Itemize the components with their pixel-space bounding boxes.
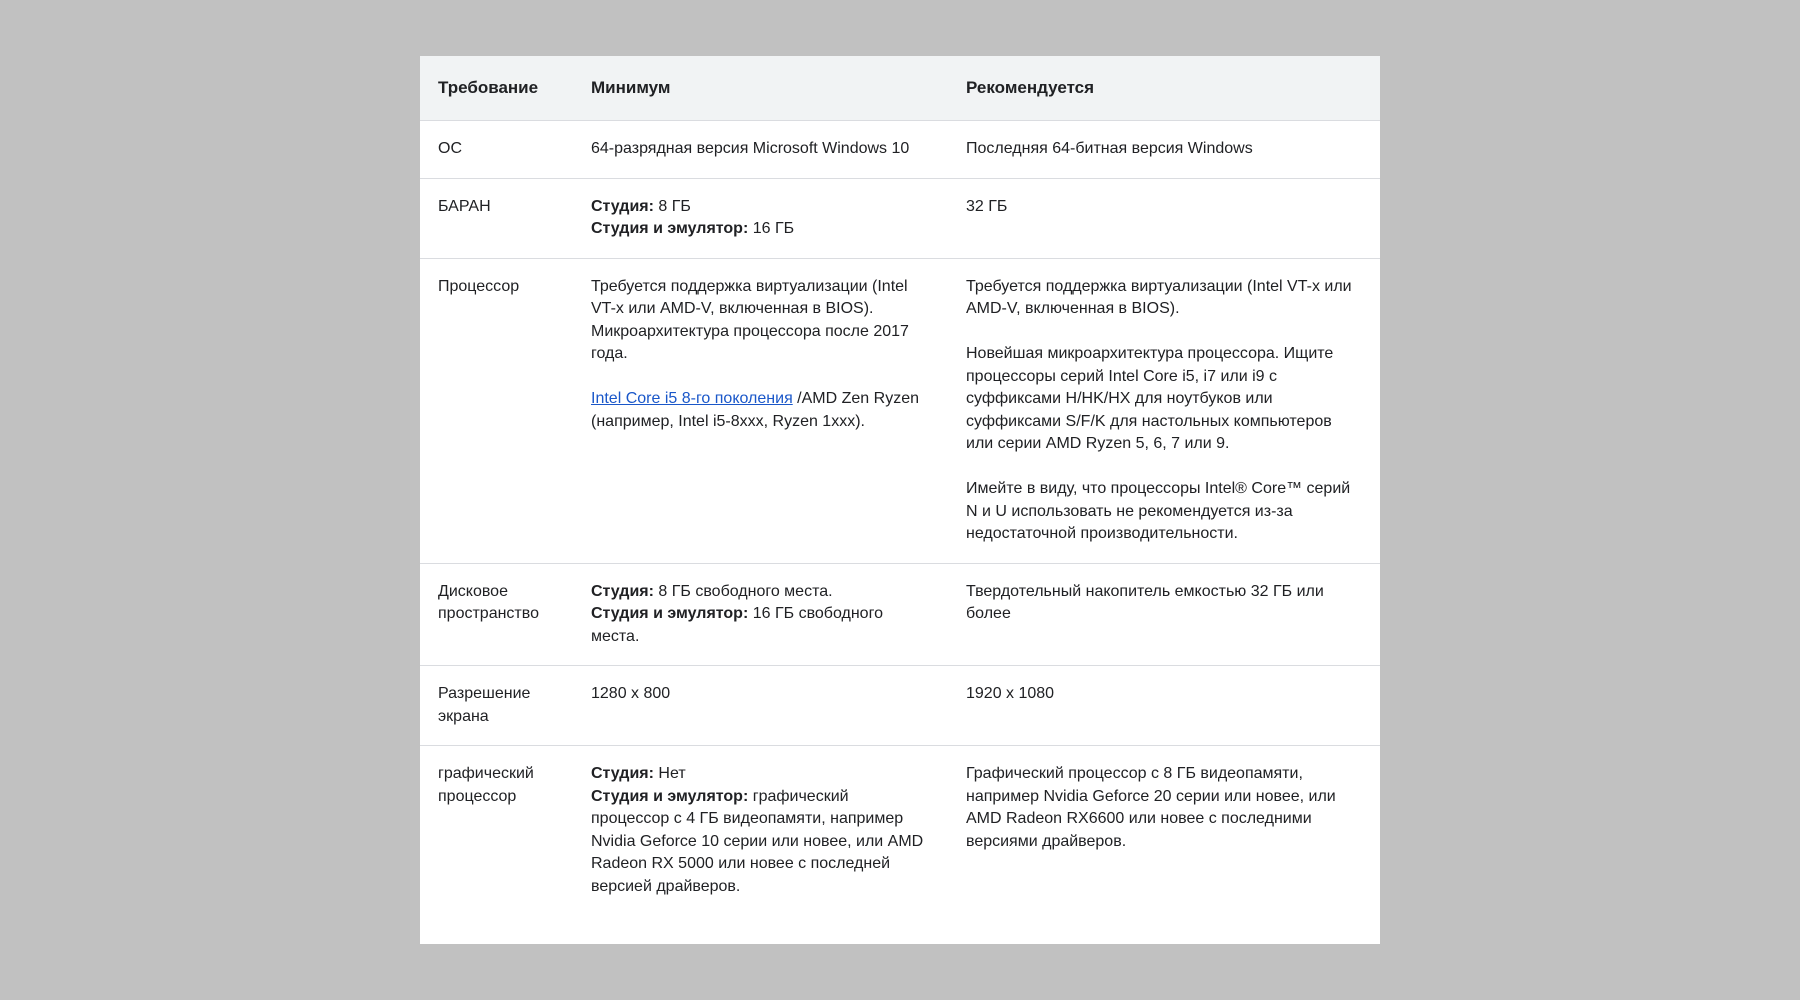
disk-rec: Твердотельный накопитель емкостью 32 ГБ или более <box>948 563 1380 666</box>
table-row-ram <box>420 178 1380 258</box>
gpu-min-emu-label: Студия и эмулятор: <box>591 787 749 805</box>
disk-min <box>573 563 948 666</box>
gpu-label: графический процессор <box>438 765 534 805</box>
cpu-rec-paragraph-1: Требуется поддержка виртуализации (Intel VT-x или AMD-V, включенная в BIOS). <box>966 277 1352 317</box>
gpu-min-emu-value: графический процессор с 4 ГБ видеопамяти, например Nvidia Geforce 10 серии или новее, или AMD Radeon RX 5000 или новее с последней версией драйверов. <box>591 787 924 895</box>
cpu-min-paragraph-1: Требуется поддержка виртуализации (Intel VT-x или AMD-V, включенная в BIOS). Микроархитектура процессора после 2017 года. <box>591 277 909 362</box>
os-min: 64-разрядная версия Microsoft Windows 10 <box>573 121 948 179</box>
disk-label: Дисковое пространство <box>420 563 573 666</box>
screen-rec: 1920 x 1080 <box>948 666 1380 746</box>
cpu-min-paragraph-2-rest: /AMD Zen Ryzen (например, Intel i5-8xxx, Ryzen 1xxx). <box>591 390 919 430</box>
ram-min-emu-value: 16 ГБ <box>748 220 795 237</box>
header-recommended: Рекомендуется <box>948 56 1380 121</box>
cpu-rec-paragraph-3: Имейте в виду, что процессоры Intel® Core™ серий N и U использовать не рекомендуется из-за недостаточной производительности. <box>966 480 1351 542</box>
ram-rec: 32 ГБ <box>948 178 1380 258</box>
gpu-min-studio-value: Нет <box>653 765 686 782</box>
table-row-gpu <box>420 746 1380 916</box>
table-header-row <box>420 56 1380 121</box>
cpu-min-paragraph-2 <box>591 388 930 433</box>
ram-label: БАРАН <box>420 178 573 258</box>
header-requirement: Требование <box>420 56 573 121</box>
ram-min-emu-label: Студия и эмулятор: <box>591 220 749 237</box>
cpu-rec <box>948 258 1380 563</box>
table-row-screen <box>420 666 1380 746</box>
disk-min-studio-label: Студия: <box>591 582 654 600</box>
header-minimum: Минимум <box>573 56 948 121</box>
gpu-min <box>573 746 948 916</box>
os-label: ОС <box>420 121 573 179</box>
table-row-os <box>420 121 1380 179</box>
ram-min-studio-label: Студия: <box>591 197 654 215</box>
intel-core-i5-link[interactable]: Intel Core i5 8-го поколения <box>591 390 793 407</box>
disk-min-emu-label: Студия и эмулятор: <box>591 605 749 622</box>
gpu-rec: Графический процессор с 8 ГБ видеопамяти, например Nvidia Geforce 20 серии или новее, или AMD Radeon RX6600 или новее с последними версиями драйверов. <box>966 765 1336 850</box>
ram-min <box>573 178 948 258</box>
screen-min: 1280 x 800 <box>573 666 948 746</box>
requirements-table <box>420 56 1380 915</box>
cpu-min <box>573 258 948 563</box>
cpu-rec-paragraph-2: Новейшая микроархитектура процессора. Ищите процессоры серий Intel Core i5, i7 или i9 с суффиксами H/HK/HX для ноутбуков или суффиксами S/F/K для настольных компьютеров или серии AMD Ryzen 5, 6, 7 или 9. <box>966 345 1334 452</box>
requirements-card <box>420 56 1380 944</box>
os-rec: Последняя 64-битная версия Windows <box>948 121 1380 179</box>
screen-label: Разрешение экрана <box>420 666 573 746</box>
disk-min-studio-value: 8 ГБ свободного места. <box>653 582 833 600</box>
ram-min-studio-value: 8 ГБ <box>653 197 691 215</box>
table-row-disk <box>420 563 1380 666</box>
gpu-min-studio-label: Студия: <box>591 765 654 782</box>
cpu-label: Процессор <box>420 258 573 563</box>
disk-min-emu-value: 16 ГБ свободного места. <box>591 605 883 645</box>
table-row-cpu <box>420 258 1380 563</box>
